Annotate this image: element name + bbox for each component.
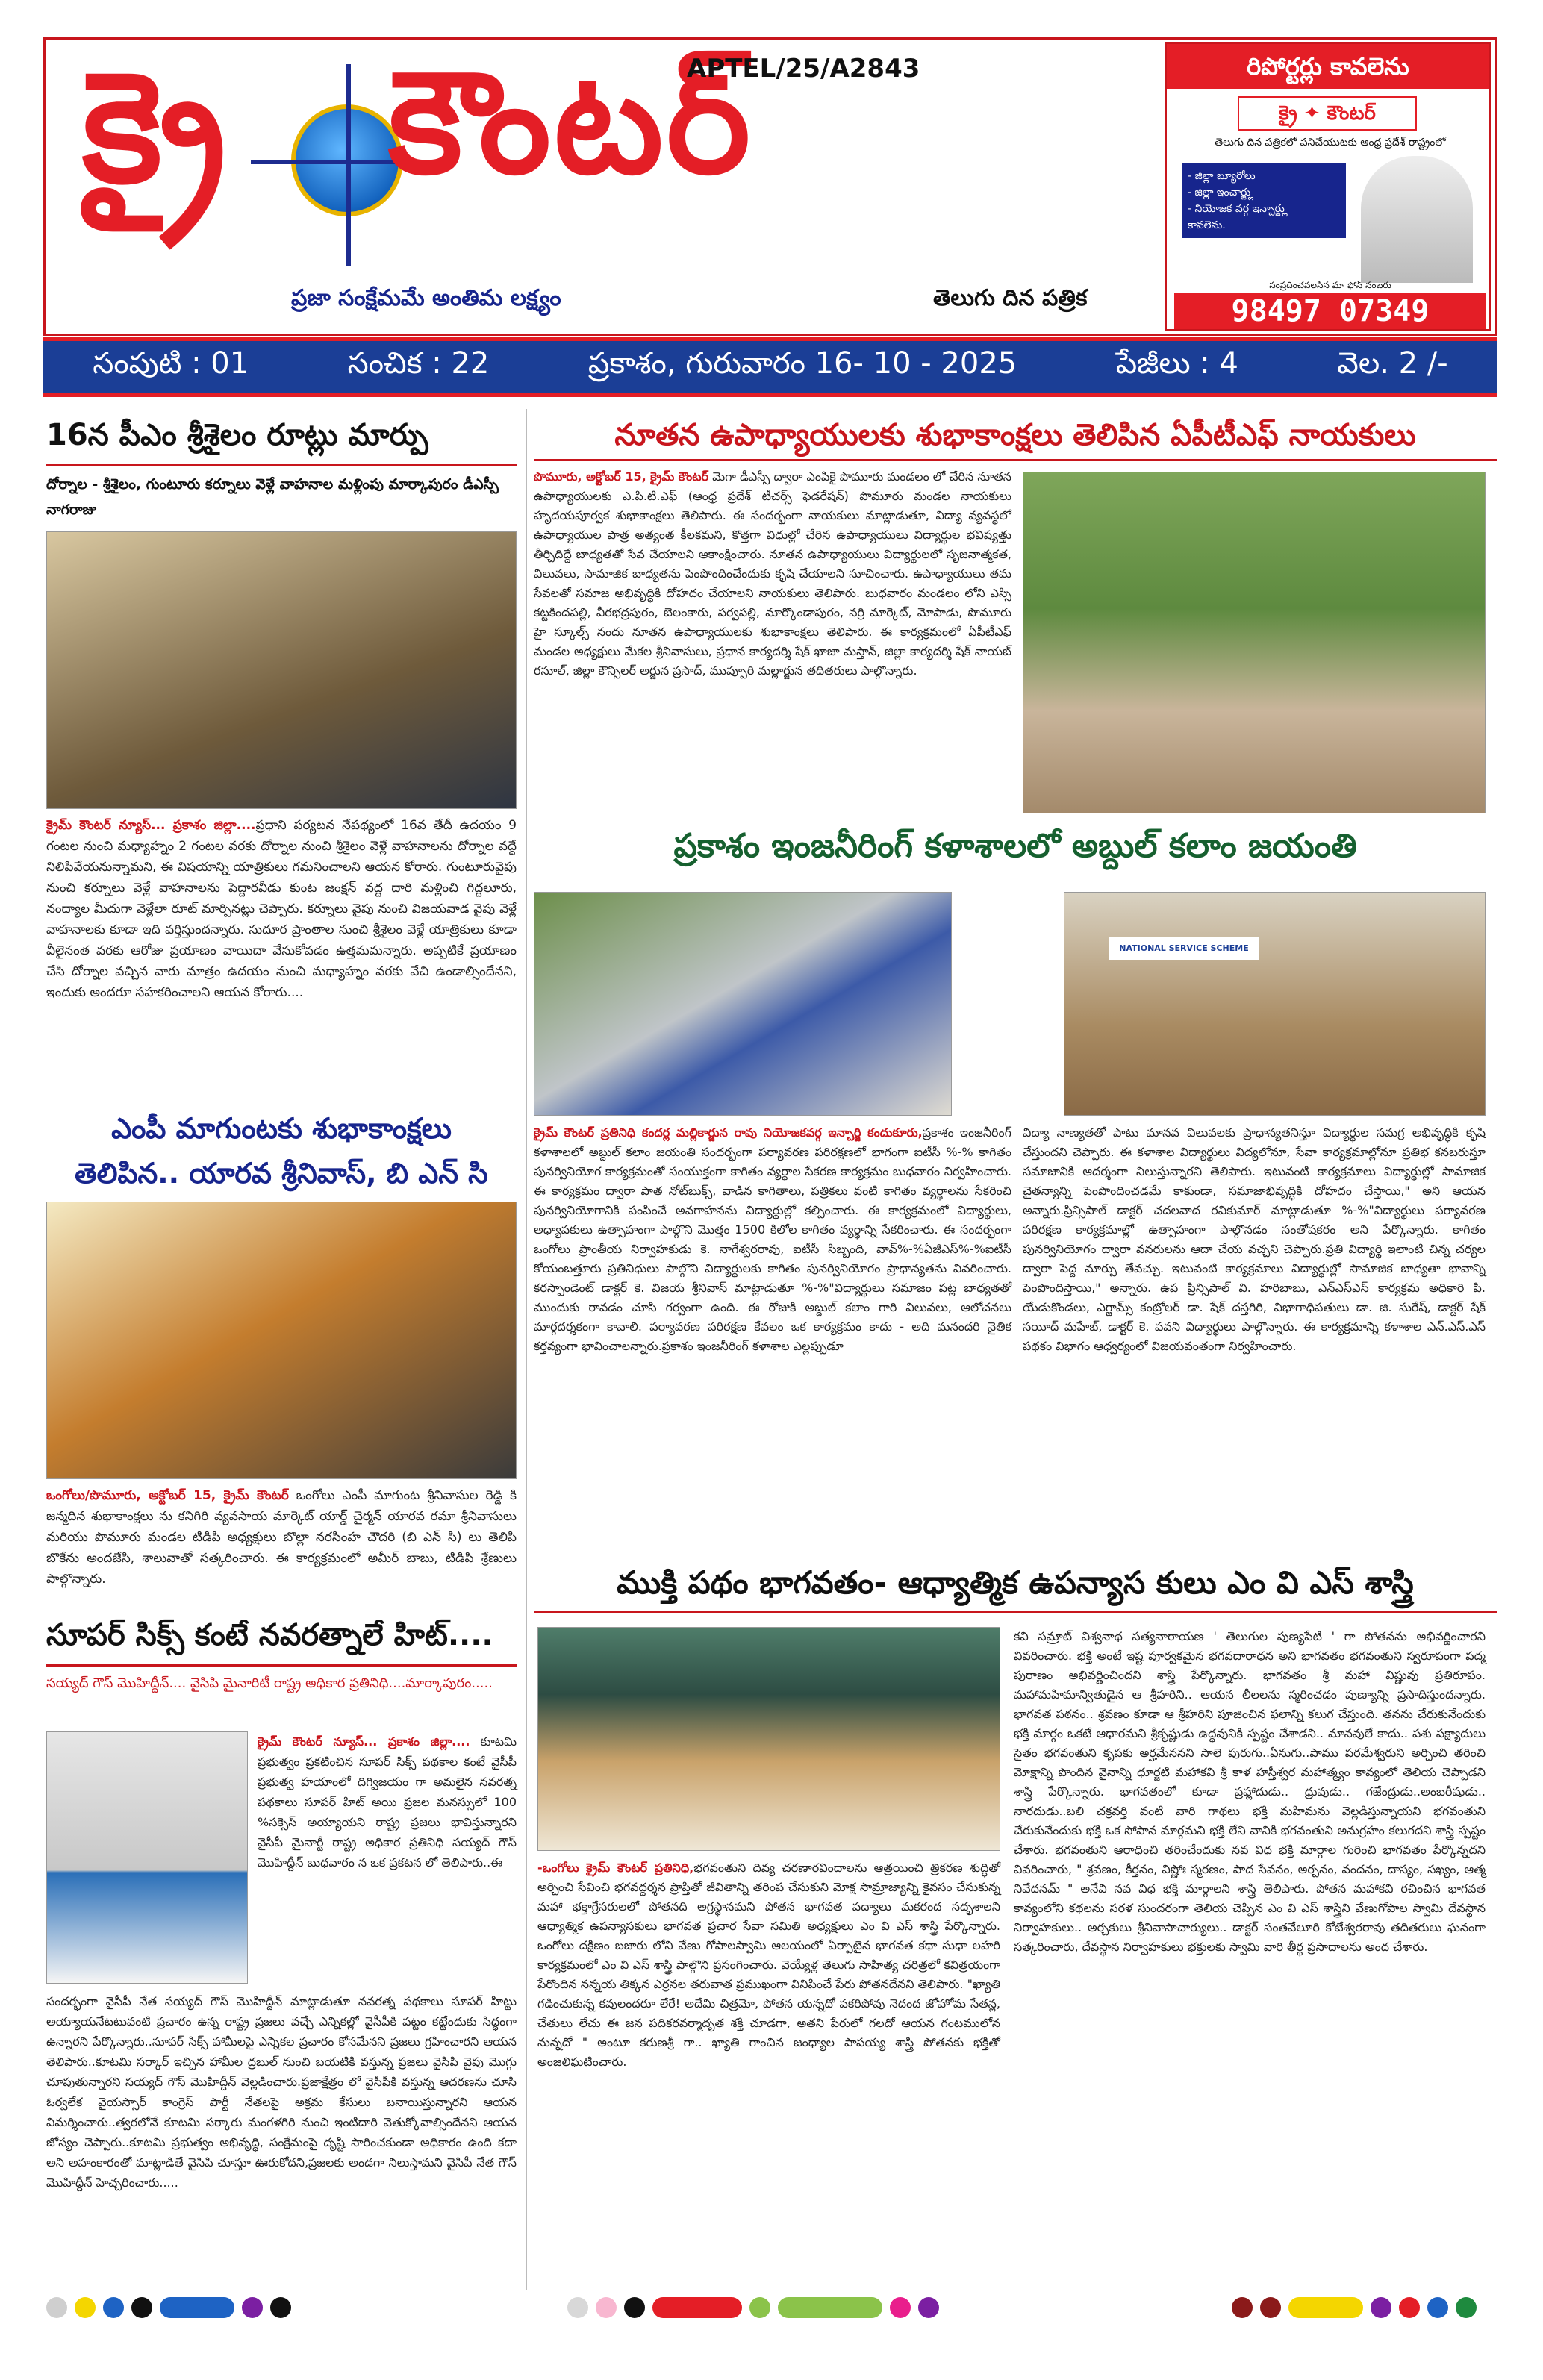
dateline: ప్రకాశం, గురువారం 16- 10 - 2025 — [587, 346, 1017, 381]
mp-wishes-body: ఒంగోలు/పొమూరు, అక్టోబర్ 15, క్రైమ్ కౌంటర్ ఒంగోలు ఎంపీ మాగుంట శ్రీనివాసుల రెడ్డి కి జన్మదిన శుభాకాంక్షలు ను కనిగిరి వ్యవసాయ మార్కెట్ యార్డ్ చైర్మన్ యారవ రమా శ్రీనివాసులు మరియు పొమూరు మండల టిడిపి అధ్యక్షులు బొల్లా నరసింహ చౌదరి (బి ఎన్ సి) లు తెలిపి బొకేను అందజేసి, శాలువాతో సత్కరించారు. ఈ కార్యక్రమంలో అమీర్ బాబు, టిడిపి శ్రేణులు పాల్గొన్నారు. — [46, 1488, 517, 1587]
volume: సంపుటి : 01 — [93, 346, 249, 381]
pages: పేజీలు : 4 — [1115, 346, 1238, 381]
bhagavatam-body: -ఒంగోలు క్రైమ్ కౌంటర్ ప్రతినిధి,భగవంతుని దివ్య చరణారవిందాలను ఆత్రయించి త్రికరణ శుద్ధితో అర్చించి సేవించి భగవద్దర్శన ప్రాప్తితో జీవితాన్ని తరింప చేసుకుని మోక్ష సామ్రాజ్యాన్ని కైవసం చేసుకున్న మహా భక్తాగ్రేసరులలో పోతనది అగ్రస్థానమని పోతన భాగవత పద్యాలు మకరంద సదృశాలని ఆధ్యాత్మిక ఉపన్యాసకులు భాగవత ప్రచార సేవా సమితి అధ్యక్షులు ఎం వి ఎస్ శాస్త్రి పేర్కొన్నారు. ఒంగోలు దక్షిణం బజారు లోని వేణు గోపాలస్వామి ఆలయంలో ఏర్పాటైన భాగవత కథా సుధా లహరి కార్యక్రమంలో ఎం వి ఎస్ శాస్త్రి పాల్గొని ప్రసంగించారు. వెయ్యేళ్ల తెలుగు సాహిత్య చరిత్రలో కవిత్రయంగా పేరొందిన నన్నయ తిక్కన ఎర్రనల తరువాత ప్రముఖంగా వినిపించే పేరు పోతనదేనని తెలిపారు. "ఖ్యాతి గడించుకున్న కవులందరూ లేరే! అదేమి చిత్రమో, పోతన యన్నదో పకరిపోవు నెదంద జోహోమ సేతన్ల, చేతులు లేచు ఈ జన పదికరవర్మాదృత శక్తి చూడగా, అతని పేరులో గలదో ఆయన గంటములోన నున్నదో " అంటూ కరుణశ్రీ గా.. ఖ్యాతి గాంచిన జంధ్యాల పాపయ్య శాస్త్రి పోతనకు భక్తితో అంజలిఘటించారు. — [537, 1861, 1001, 2069]
police-press-photo — [46, 531, 517, 809]
tagline: ప్రజా సంక్షేమమే అంతిమ లక్ష్యం — [291, 285, 561, 311]
bhagavatam-body-right: కవి సమ్రాట్ విశ్వనాథ సత్యనారాయణ ' తెలుగుల పుణ్యపేటి ' గా పోతనను అభివర్ణించారని వివరించారు. భక్తి అంటే ఇష్ట పూర్వకమైన భగవదారాధన అని భాగవతం భగవంతుని స్వరూపంగా పద్మ పురాణం అభివర్ణించిందని శాస్త్రి పేర్కొన్నారు. భాగవతం శ్రీ మహా విష్ణువు ప్రతిరూపం. మహామహిమాన్వితుడైన ఆ శ్రీహరిని.. ఆయన లీలలను స్మరించడం పుణ్యాన్ని ప్రసాదిస్తుందన్నారు. భాగవత పఠనం.. శ్రవణం కూడా ఆ శ్రీహరిని పూజించిన ఫలాన్ని కలుగ చేస్తుంది. తనను చేరుకునేందుకు భక్తి మార్గం ఒకటే ఆధారమని శ్రీకృష్ణుడు ఉద్ధవునికి స్పష్టం చేశాడని.. మానవులే కాదు.. పశు పక్ష్యాదులు సైతం భగవంతుని కృపకు అర్హమేననని సాలె పురుగు..ఏనుగు..పాము పరమేశ్వరుని అర్చించి తరించి మోక్షాన్ని పొందిన వైనాన్ని ధూర్జటి మహాకవి శ్రీ కాళ హస్తీశ్వర మహాత్మ్యం కావ్యంలో తెలియ చెప్పాడని శాస్త్రి పేర్కొన్నారు. భాగవతంలో కూడా ప్రహ్లాదుడు.. ధ్రువుడు.. గజేంద్రుడు..అంబరీషుడు.. నారదుడు..బలి చక్రవర్తి వంటి వారి గాథలు భక్తి మహిమను వెల్లడిస్తున్నాయని భగవంతుని చేరుకునేందుకు భక్తి ఒక సోపాన మార్గమని భక్తి లేని వానికి భగవంతుని అనుగ్రహం కలుగదని శాస్త్రి స్పష్టం చేశారు. భగవంతుని ఆరాధించి తరించేందుకు నవ విధ భక్తి మార్గాల గురించి భాగవతం పేర్కొన్నదని వివరించారు, " శ్రవణం, కీర్తనం, విష్ణోః స్మరణం, పాద సేవనం, అర్చనం, వందనం, దాస్యం, సఖ్యం, ఆత్మ నివేదనమ్ " అనేవి నవ విధ భక్తి మార్గాలని శాస్త్రి తెలిపారు. పోతన మహాకవి రచించిన భాగవత కావ్యంలోని కథలను సరళ సుందరంగా తెలియ చెప్పిన ఎం వి ఎస్ శాస్త్రిని వేణుగోపాల స్వామి దేవస్థాన నిర్వాహకులు.. అర్చకులు శ్రీనివాసాచార్యులు.. డాక్టర్ సంతవేలూరి కోటేశ్వరరావు తదితరులు ఘనంగా సత్కరించారు, దేవస్థాన నిర్వాహకులు భక్తులకు స్వామి వారి తీర్థ ప్రసాదాలను అంద చేశారు. — [1014, 1629, 1486, 1954]
aptf-body: పొమూరు, అక్టోబర్ 15, క్రైమ్ కౌంటర్ మెగా డీఎస్సీ ద్వారా ఎంపికై పొమూరు మండలం లో చేరిన నూతన ఉపాధ్యాయులకు ఎ.పి.టి.ఎఫ్ (ఆంధ్ర ప్రదేశ్ టీచర్స్ ఫెడరేషన్) పొమూరు మండల నాయకులు హృదయపూర్వక శుభాకాంక్షలు తెలిపారు. ఈ సందర్భంగా నాయకులు మాట్లాడుతూ, విద్యా వ్యవస్థలో ఉపాధ్యాయుల పాత్ర అత్యంత కీలకమని, కొత్తగా విధుల్లో చేరిన ఉపాధ్యాయులు విద్యార్థుల భవిష్యత్తు తీర్చిదిద్దే బాధ్యతతో సేవ చేయాలని ఆకాంక్షించారు. నూతన ఉపాధ్యాయులు విద్యార్థులలో సృజనాత్మకత, విలువలు, సామాజిక బాధ్యతను పెంపొందించేందుకు కృషి చేయాలని సూచించారు. ఉపాధ్యాయులు తమ సేవలతో సమాజ అభివృద్ధికి దోహదం చేయాలని నాయకులు తెలిపారు. బుధవారం మండలం లోని ఎస్సి కట్టకిందపల్లి, వీరభద్రపురం, బెలంకారు, పర్వపల్లి, మార్కొండాపురం, నర్రి మార్కెట్, మోపాడు, పొమూరు హై స్కూల్స్ నందు నూతన ఉపాధ్యాయులకు శుభాకాంక్షలు తెలిపారు. ఈ కార్యక్రమంలో ఏపీటీఎఫ్ మండల అధ్యక్షులు మేకల శ్రీనివాసులు, ప్రధాన కార్యదర్శి షేక్ ఖాజా మస్తాన్, జిల్లా కార్యదర్శి షేక్ నాయబ్ రసూల్, జిల్లా కౌన్సిలర్ అర్జున ప్రసాద్, ముప్పూరి మల్లార్జున తదితరులు పాల్గొన్నారు. — [534, 469, 1011, 678]
ad-model-photo — [1361, 156, 1473, 283]
ad-list-item: - జిల్లా బ్యూరోలు — [1188, 170, 1256, 182]
registration-number: APTEL/25/A2843 — [687, 54, 920, 84]
kalam-paper-collection-photo — [1064, 892, 1486, 1116]
mp-wishes-headline-2: తెలిపిన.. యారవ శ్రీనివాస్, బి ఎన్ సి — [75, 1157, 488, 1190]
super-six-body: సందర్భంగా వైసీపీ నేత సయ్యద్ గౌస్ మొహిద్దీన్ మాట్లాడుతూ నవరత్న పథకాలు సూపర్ హిట్టు అయ్యాయనేటటువంటి ప్రచారం ఉన్న రాష్ట్ర ప్రజలు వచ్చే ఎన్నికల్లో వైసీపీకి పట్టం కట్టేందుకు సిద్ధంగా ఉన్నారని పేర్కొన్నారు..సూపర్ సిక్స్ హామీలపై ఎన్నికల ప్రచారం కోసమేనని ప్రజలు గ్రహించారని ఆయన తెలిపారు..కూటమి సర్కార్ ఇచ్చిన హామీల ద్రబుల్ నుంచి బయటికి వస్తున్న ప్రజలు వైసిపి వైపు మొగ్గు చూపుతున్నారని సయ్యద్ గౌస్ మొహిద్దీన్ వెల్లడించారు.ప్రజాక్షేత్రం లో వైసీపీకి వస్తున్న ఆదరణను చూసి ఓర్వలేక వైయస్సార్ కాంగ్రెస్ పార్టీ నేతలపై అక్రమ కేసులు బనాయిస్తున్నారని ఆయన విమర్శించారు..త్వరలోనే కూటమి సర్కారు మంగళగిరి నుంచి ఇంటిదారి వెతుక్కోవాల్సిందేనని ఆయన జోస్యం చెప్పారు..కూటమి ప్రభుత్వం అభివృద్ధి, సంక్షేమంపై దృష్టి సారించకుండా అధికారం ఉంది కదా అని అహంకారంతో మాట్లాడితే వైసిపి చూస్తూ ఊరుకోదని,ప్రజలకు అండగా నిలుస్తామని వైసిపీ నేత గౌస్ మొహిద్దీన్ హెచ్చరించారు..... — [46, 1994, 517, 2190]
color-registration-marks-right — [1232, 2297, 1477, 2318]
logo-left-text: క్రై — [82, 40, 227, 217]
divider — [534, 1611, 1497, 1613]
issue: సంచిక : 22 — [347, 346, 490, 381]
daily-label: తెలుగు దిన పత్రిక — [933, 285, 1088, 311]
pm-route-subhead: దోర్నాల - శ్రీశైలం, గుంటూరు కర్నూలు వెళ్లే వాహనాల మళ్లింపు మార్కాపురం డీఎస్పీ నాగరాజు — [46, 476, 499, 518]
column-divider — [526, 409, 527, 2290]
aptf-teachers-photo — [1023, 472, 1486, 813]
ad-list-item: కావలెను. — [1188, 219, 1226, 231]
ad-list — [1182, 163, 1346, 238]
kalam-event-photo-1 — [534, 892, 952, 1116]
ad-list-item: - నియోజక వర్గ ఇన్చార్జ్లు — [1188, 203, 1288, 215]
mp-greeting-photo — [46, 1202, 517, 1479]
pm-route-headline: 16న పీఎం శ్రీశైలం రూట్లు మార్పు — [46, 418, 428, 452]
super-six-body-side: క్రైమ్ కౌంటర్ న్యూస్... ప్రకాశం జిల్లా.... కూటమి ప్రభుత్వం ప్రకటించిన సూపర్ సిక్స్ పథకాల కంటే వైసీపీ ప్రభుత్వ హయాంలో దిగ్విజయం గా అమలైన నవరత్న పథకాలు సూపర్ హిట్ అయి ప్రజల మనస్సులో 100 %సక్సెస్ అయ్యాయని రాష్ట్ర ప్రజలు భావిస్తున్నారని వైసీపీ మైనార్టీ రాష్ట్ర అధికార ప్రతినిధి సయ్యద్ గౌస్ మొహిద్దీన్ బుధవారం న ఒక ప్రకటన లో తెలిపారు..ఈ — [258, 1734, 517, 1870]
ad-line: తెలుగు దిన పత్రికలో పనిచేయుటకు ఆంధ్ర ప్రదేశ్ రాష్ట్రంలో — [1215, 137, 1446, 149]
gous-mohiddin-portrait — [46, 1731, 248, 1984]
super-six-headline: సూపర్ సిక్స్ కంటే నవరత్నాలే హిట్.... — [46, 1618, 493, 1652]
ad-phone-number: 98497 07349 — [1174, 293, 1486, 329]
super-six-subhead: సయ్యద్ గౌస్ మొహిద్దీన్.... వైసిపి మైనారిటీ రాష్ట్ర అధికార ప్రతినిధి....మార్కాపురం..... — [46, 1675, 493, 1691]
ad-logo: క్రై ✦ కౌంటర్ — [1238, 96, 1417, 131]
aptf-headline: నూతన ఉపాధ్యాయులకు శుభాకాంక్షలు తెలిపిన ఏపీటీఎఫ్ నాయకులు — [614, 418, 1416, 452]
divider — [534, 459, 1497, 461]
ad-list-item: - జిల్లా ఇంచార్జ్లు — [1188, 187, 1254, 199]
ad-headline: రిపోర్టర్లు కావలెను — [1167, 44, 1489, 89]
mp-wishes-headline-1: ఎంపీ మాగుంటకు శుభాకాంక్షలు — [111, 1112, 452, 1145]
pm-route-body: క్రైమ్ కౌంటర్ న్యూస్... ప్రకాశం జిల్లా....ప్రధాని పర్యటన నేపథ్యంలో 16వ తేదీ ఉదయం 9 గంటల నుంచి మధ్యాహ్నం 2 గంటల వరకు దోర్నాల నుంచి శ్రీశైలం వెళ్లే వాహనాలను దోర్నాల వద్దే నిలిపివేయనున్నామని, ఈ విషయాన్ని యాత్రికులు గమనించాలని ఆయన కోరారు. గుంటూరువైపు నుంచి కర్నూలు వెళ్లే వాహనాలను పెద్దారవీడు కుంట జంక్షన్ వద్ద దారి మళ్లించి గిద్దలూరు, నంద్యాల మీదుగా వెళ్లేలా రూట్ మార్పినట్లు చెప్పారు. కర్నూలు వైపు నుంచి విజయవాడ వైపు వెళ్లే వాహనాలకు కూడా ఇది వర్తిస్తుందన్నారు. సుదూర ప్రాంతాల నుంచి శ్రీశైలం వెళ్లే యాత్రికులు కూడా వీలైనంత వరకు ఆరోజు ప్రయాణం వాయిదా వేసుకోవడం ఉత్తమమన్నారు. అప్పటికే ప్రయాణం చేసి దోర్నాల వచ్చిన వారు మాత్రం ఉదయం నుంచి మధ్యాహ్నం వరకు వేచి ఉండాల్సిందేనని, ఇందుకు అందరూ సహకరించాలని ఆయన కోరారు.... — [46, 818, 517, 1000]
kalam-headline: ప్రకాశం ఇంజనీరింగ్ కళాశాలలో అబ్దుల్ కలాం జయంతి — [673, 827, 1357, 865]
reporters-wanted-ad — [1165, 42, 1491, 331]
divider — [46, 464, 517, 466]
price: వెల. 2 /- — [1337, 346, 1448, 381]
ad-contact-note: సంప్రదించవలసిన మా ఫోన్ నంబరు — [1269, 280, 1391, 290]
bhagavatam-headline: ముక్తి పథం భాగవతం- ఆధ్యాత్మిక ఉపన్యాస కులు ఎం వి ఎస్ శాస్త్రి — [617, 1564, 1414, 1601]
nss-banner: NATIONAL SERVICE SCHEME — [1109, 937, 1259, 960]
divider — [46, 1664, 517, 1667]
bhagavatam-speaker-photo — [537, 1627, 1000, 1851]
logo-right-text: కౌంటర్ — [388, 40, 754, 205]
color-registration-marks-center — [567, 2297, 939, 2318]
globe-logo-icon — [291, 104, 403, 216]
color-registration-marks-left — [46, 2297, 291, 2318]
issue-info-bar — [43, 337, 1497, 397]
kalam-body-right: విద్యా నాణ్యతతో పాటు మానవ విలువలకు ప్రాధాన్యతనిస్తూ విద్యార్థుల సమగ్ర అభివృద్ధికి కృషి చేస్తుందని చెప్పారు. ఈ కళాశాల విద్యార్థులు విద్యలోనూ, సేవా కార్యక్రమాల్లోనూ ప్రతిభ కనబరుస్తూ సమాజానికి ఆదర్శంగా నిలుస్తున్నారని తెలిపారు. ఇటువంటి కార్యక్రమాలు విద్యార్థుల్లో సామాజిక చైతన్యాన్ని పెంపొందించడమే కాకుండా, సమాజాభివృద్ధికి దోహదం చేస్తాయి," అని ఆయన అన్నారు.ప్రిన్సిపాల్ డాక్టర్ చదలవాద రవికుమార్ మాట్లాడుతూ %-%"విద్యార్థులు పర్యావరణ పరిరక్షణ కార్యక్రమాల్లో ఉత్సాహంగా పాల్గొనడం సంతోషకరం అని పేర్కొన్నారు. కాగితం పునర్వినియోగం ద్వారా వనరులను ఆదా చేయ వచ్చని చెప్పారు.ప్రతి విద్యార్థి ఇలాంటి చిన్న చర్యల ద్వారా పెద్ద మార్పు తేవచ్చు. ఇటువంటి కార్యక్రమాలు విద్యార్థుల్లో సామాజిక బాధ్యతా భావాన్ని పెంపొందిస్తాయి," అన్నారు. ఉప ప్రిన్సిపాల్ వి. హరిబాబు, ఎన్ఎస్ఎస్ కార్యక్రమ అధికారి పి. యేడుకొండలు, ఎగ్జామ్స్ కంట్రోలర్ డా. షేక్ దస్తగిరి, విభాగాధిపతులు డా. జి. సురేష్, డాక్టర్ షేక్ సయీద్ మహేబ్, డాక్టర్ కె. పవని విద్యార్థులు పాల్గొన్నారు. ఈ కార్యక్రమాన్ని కళాశాల ఎన్.ఎస్.ఎస్ పథకం విభాగం ఆధ్వర్యంలో విజయవంతంగా నిర్వహించారు. — [1023, 1125, 1486, 1353]
kalam-body: క్రైమ్ కౌంటర్ ప్రతినిధి కందర్ల మల్లికార్జున రావు నియోజకవర్గ ఇన్చార్జి కందుకూరు,ప్రకాశం ఇంజనీరింగ్ కళాశాలలో అబ్దుల్ కలాం జయంతి సందర్భంగా పర్యావరణ పరిరక్షణలో భాగంగా ఐటీసీ %-% కాగితం పునర్వినియోగ కార్యక్రమంతో సంయుక్తంగా కాగితం వ్యర్థాల సేకరణ కార్యక్రమం బుధవారం నిర్వహించారు. ఈ కార్యక్రమం ద్వారా పాత నోట్‌బుక్స్, వాడిన కాగితాలు, పత్రికలు వంటి కాగితం వ్యర్థాలను సేకరించి పునర్వినియోగానికి పంపించే అవగాహనను విద్యార్థుల్లో కల్పించారు. ఈ కార్యక్రమంలో విద్యార్థులు, అధ్యాపకులు ఉత్సాహంగా పాల్గొని మొత్తం 1500 కిలోల కాగితం వ్యర్థాన్ని సేకరించారు. ఈ సందర్భంగా ఒంగోలు ప్రాంతీయ నిర్వాహకుడు కె. నాగేశ్వరరావు, ఐటీసీ సిబ్బంది, వావ్‌%-%ఏజీఎస్‌%-%ఐటీసీ కోయంబత్తూరు ప్రతినిధులు పాల్గొని విద్యార్థులకు కాగితం పునర్వినియోగం ప్రాధాన్యతను వివరించారు. కరస్పాండెంట్ డాక్టర్ కె. విజయ శ్రీనివాస్ మాట్లాడుతూ %-%"విద్యార్థులు సమాజం పట్ల బాధ్యతతో ముందుకు రావడం చూసి గర్వంగా ఉంది. ఈ రోజుకి అబ్దుల్ కలాం గారి విలువలు, ఆలోచనలు మార్గదర్శకంగా కావాలి. పర్యావరణ పరిరక్షణ కేవలం ఒక కార్యక్రమం కాదు - అది మనందరి నైతిక కర్తవ్యంగా భావించాలన్నారు.ప్రకాశం ఇంజనీరింగ్ కళాశాల ఎల్లప్పుడూ — [534, 1125, 1011, 1353]
